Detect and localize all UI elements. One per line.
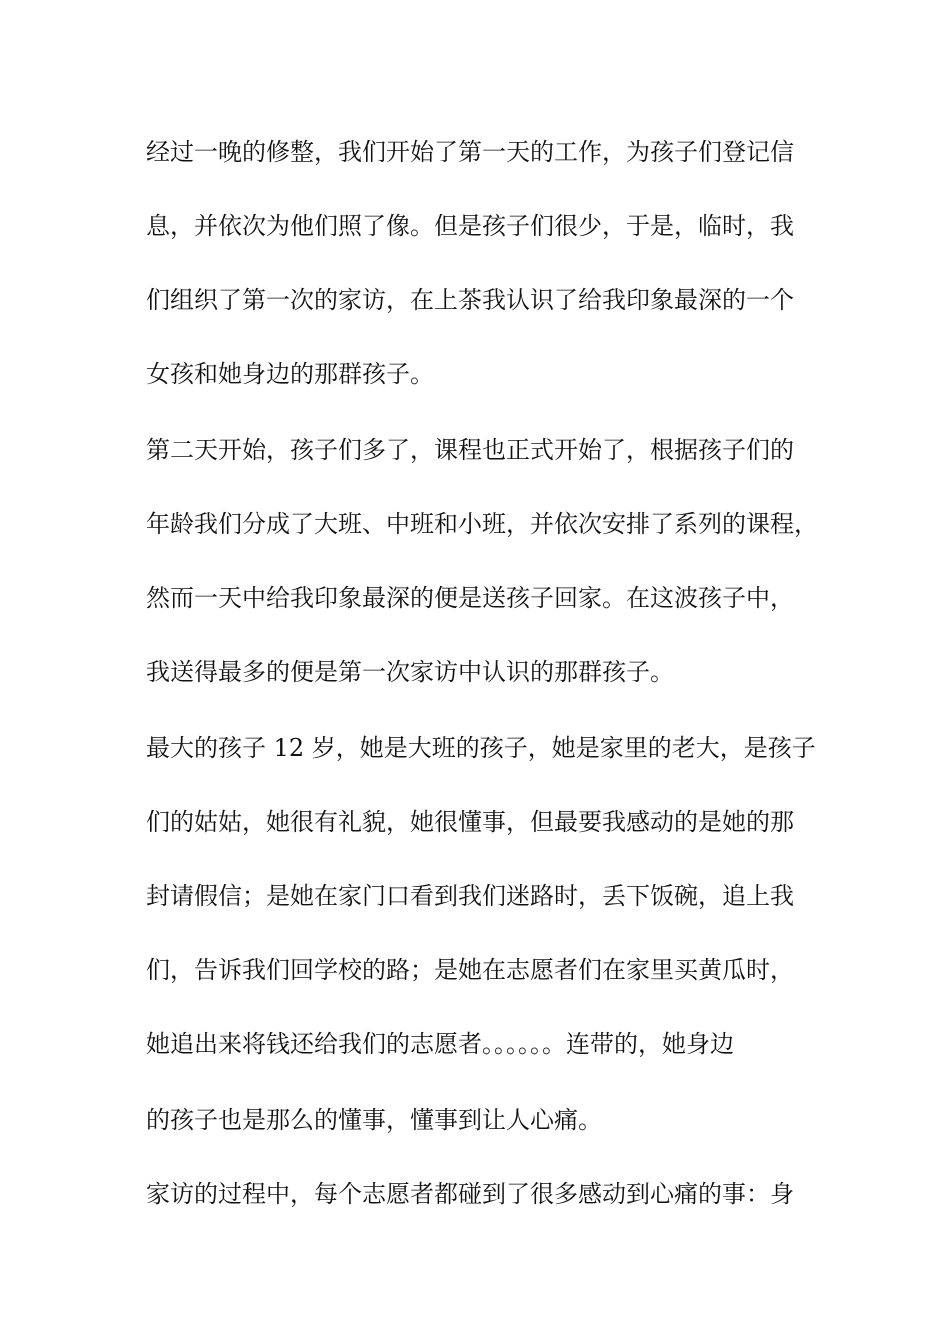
text-line: 我送得最多的便是第一次家访中认识的那群孩子。 <box>146 658 674 686</box>
text-line: 息，并依次为他们照了像。但是孩子们很少，于是，临时，我 <box>146 212 794 240</box>
text-line: 们，告诉我们回学校的路；是她在志愿者们在家里买黄瓜时， <box>146 956 794 984</box>
text-line: 年龄我们分成了大班、中班和小班，并依次安排了系列的课程， <box>146 510 818 538</box>
text-line: 们组织了第一次的家访，在上茶我认识了给我印象最深的一个 <box>146 286 794 314</box>
text-line: 们的姑姑，她很有礼貌，她很懂事，但最要我感动的是她的那 <box>146 808 794 836</box>
text-line: 女孩和她身边的那群孩子。 <box>146 360 434 388</box>
text-line: 然而一天中给我印象最深的便是送孩子回家。在这波孩子中， <box>146 584 794 612</box>
text-line: 的孩子也是那么的懂事，懂事到让人心痛。 <box>146 1106 602 1134</box>
text-line: 经过一晚的修整，我们开始了第一天的工作，为孩子们登记信 <box>146 138 794 166</box>
text-line: 家访的过程中，每个志愿者都碰到了很多感动到心痛的事：身 <box>146 1180 794 1208</box>
text-line: 她追出来将钱还给我们的志愿者。。。。。。连带的，她身边 <box>146 1030 734 1058</box>
text-line: 封请假信；是她在家门口看到我们迷路时，丢下饭碗，追上我 <box>146 882 794 910</box>
text-line: 最大的孩子 12 岁，她是大班的孩子，她是家里的老大，是孩子 <box>146 734 816 762</box>
text-line: 第二天开始，孩子们多了，课程也正式开始了，根据孩子们的 <box>146 436 794 464</box>
